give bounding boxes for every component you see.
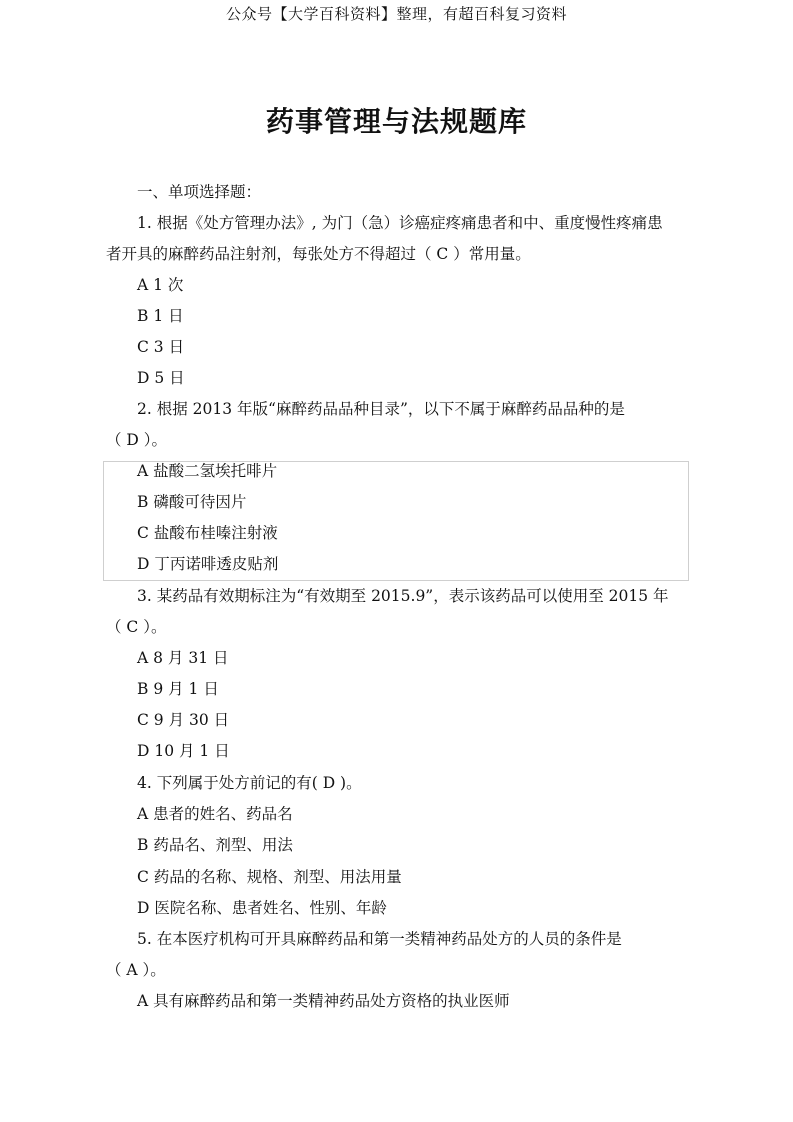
question-2-option-b: B 磷酸可待因片: [137, 493, 247, 511]
question-4-option-b: B 药品名、剂型、用法: [137, 836, 293, 854]
section-heading: 一、单项选择题：: [137, 183, 262, 201]
question-5-line-1: 5. 在本医疗机构可开具麻醉药品和第一类精神药品处方的人员的条件是: [137, 930, 622, 948]
question-2-option-d: D 丁丙诺啡透皮贴剂: [137, 555, 279, 573]
question-1-option-c: C 3 日: [137, 338, 185, 356]
question-1-line-2: 者开具的麻醉药品注射剂，每张处方不得超过（ C ）常用量。: [106, 245, 531, 263]
question-1-option-d: D 5 日: [137, 369, 185, 387]
question-2-option-c: C 盐酸布桂嗪注射液: [137, 524, 278, 542]
document-title: 药事管理与法规题库: [265, 105, 527, 138]
question-1-option-a: A 1 次: [137, 276, 184, 294]
question-4-line-1: 4. 下列属于处方前记的有( D )。: [137, 774, 362, 792]
question-4-option-d: D 医院名称、患者姓名、性别、年龄: [137, 899, 387, 917]
question-1-line-1: 1. 根据《处方管理办法》, 为门（急）诊癌症疼痛患者和中、重度慢性疼痛患: [137, 214, 663, 232]
question-3-option-c: C 9 月 30 日: [137, 711, 230, 729]
question-5-line-2: （ A ）。: [106, 961, 166, 979]
question-3-option-d: D 10 月 1 日: [137, 742, 230, 760]
question-2-line-1: 2. 根据 2013 年版“麻醉药品品种目录”，以下不属于麻醉药品品种的是: [137, 400, 625, 418]
page-header: 公众号【大学百科资料】整理，有超百科复习资料: [225, 5, 567, 23]
question-5-option-a: A 具有麻醉药品和第一类精神药品处方资格的执业医师: [137, 992, 510, 1010]
question-2-line-2: （ D ）。: [106, 431, 168, 449]
question-3-option-b: B 9 月 1 日: [137, 680, 219, 698]
question-2-option-a: A 盐酸二氢埃托啡片: [137, 462, 278, 480]
question-4-option-c: C 药品的名称、规格、剂型、用法用量: [137, 868, 402, 886]
question-3-line-1: 3. 某药品有效期标注为“有效期至 2015.9”，表示该药品可以使用至 2015 年: [137, 587, 669, 605]
question-3-option-a: A 8 月 31 日: [137, 649, 229, 667]
question-3-line-2: （ C ）。: [106, 618, 167, 636]
question-1-option-b: B 1 日: [137, 307, 184, 325]
question-4-option-a: A 患者的姓名、药品名: [137, 805, 293, 823]
